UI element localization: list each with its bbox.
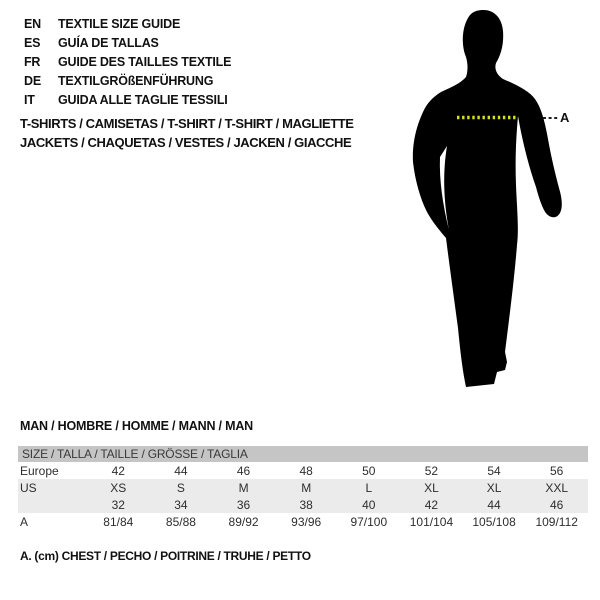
table-cell: 101/104 [409,514,454,529]
footnote-chest-legend: A. (cm) CHEST / PECHO / POITRINE / TRUHE / PETTO [20,549,311,563]
man-silhouette [413,10,562,387]
table-cell: 89/92 [228,514,259,529]
table-cell: 81/84 [103,514,134,529]
size-table [18,446,588,530]
table-cell: 105/108 [472,514,516,529]
table-cell: 32 [111,497,125,512]
measure-label-a: A [560,110,570,125]
table-cell: 85/88 [165,514,196,529]
table-cell: 42 [424,497,439,512]
size-table-header: SIZE / TALLA / TAILLE / GRÖSSE / TAGLIA [18,446,588,462]
table-row-chest-a [18,513,588,530]
table-cell: L [365,480,373,495]
table-cell: 97/100 [350,514,388,529]
table-cell: 46 [236,463,251,478]
table-cell: M [238,480,249,495]
row-label: A [20,514,29,529]
table-cell: 44 [487,497,501,512]
table-cell: 36 [236,497,251,512]
language-label: TEXTILE SIZE GUIDE [58,17,181,31]
language-code: DE [24,74,41,88]
table-cell: XL [424,480,439,495]
table-cell: 34 [174,497,188,512]
table-row-numeric [18,496,588,513]
category-line-tshirts: T-SHIRTS / CAMISETAS / T-SHIRT / T-SHIRT / MAGLIETTE [20,116,354,131]
row-label: US [20,480,37,495]
table-cell: 54 [487,463,501,478]
table-cell: 52 [424,463,439,478]
table-cell: M [301,480,312,495]
table-row-us [18,479,588,496]
table-cell: XXL [545,480,569,495]
table-row-europe [18,462,588,479]
table-cell: 109/112 [535,514,578,529]
language-code: ES [24,36,41,50]
table-cell: 48 [299,463,313,478]
row-label: Europe [20,463,59,478]
table-cell: XL [486,480,502,495]
table-cell: S [176,480,185,495]
language-code: IT [24,93,35,107]
table-cell: 38 [299,497,313,512]
table-cell: 56 [550,463,564,478]
table-cell: 50 [362,463,376,478]
table-cell: 40 [362,497,376,512]
language-label: TEXTILGRÖßENFÜHRUNG [58,74,214,88]
language-label: GUIDE DES TAILLES TEXTILE [58,55,232,69]
table-cell: 44 [174,463,188,478]
table-cell: 42 [111,463,125,478]
section-title-man: MAN / HOMBRE / HOMME / MANN / MAN [20,419,253,433]
table-cell: 93/96 [291,514,322,529]
table-cell: 46 [550,497,564,512]
table-cell: XS [110,480,127,495]
language-code: FR [24,55,41,69]
language-code: EN [24,17,41,31]
language-label: GUIDA ALLE TAGLIE TESSILI [58,93,228,107]
category-line-jackets: JACKETS / CHAQUETAS / VESTES / JACKEN / GIACCHE [20,135,352,150]
language-label: GUÍA DE TALLAS [58,36,159,50]
